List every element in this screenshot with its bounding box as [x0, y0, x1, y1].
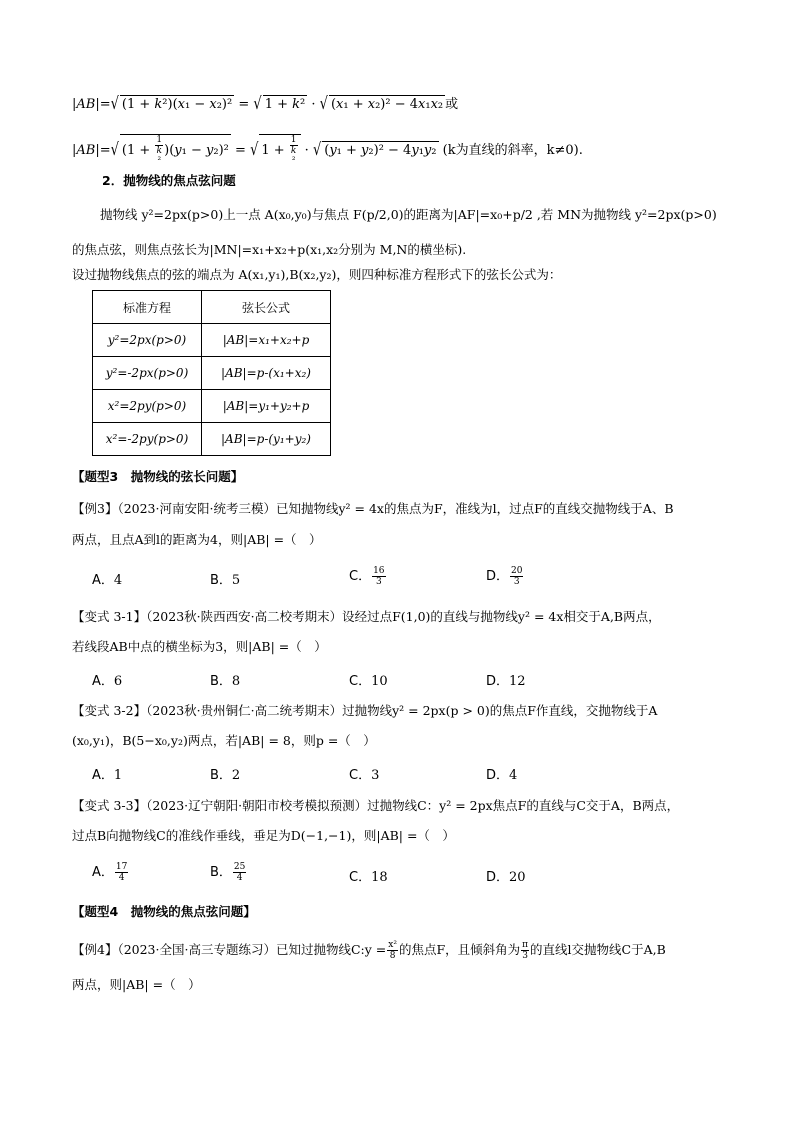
- variant-3-1-option-c[interactable]: C．10: [349, 674, 388, 689]
- table-header-chord: 弦长公式: [202, 291, 331, 324]
- table-cell-chord: |AB|=x₁+x₂+p: [202, 324, 331, 357]
- variant-3-2-option-b[interactable]: B．2: [210, 768, 241, 783]
- variant-3-1-line-1: 【变式 3-1】（2023秋·陕西西安·高二校考期末）设经过点F(1,0)的直线与抛物线y² = 4x相交于A,B两点，: [72, 609, 661, 624]
- table-cell-equation: x²=-2py(p>0): [93, 423, 202, 456]
- variant-3-1-option-b[interactable]: B．8: [210, 674, 241, 689]
- variant-3-3-option-c[interactable]: C．18: [349, 870, 388, 885]
- table-cell-chord: |AB|=p-(y₁+y₂): [202, 423, 331, 456]
- variant-3-3-line-2: 过点B向抛物线C的准线作垂线，垂足为D(−1,−1)，则|AB| =（ ）: [72, 828, 455, 843]
- section-2-paragraph-1: 抛物线 y²=2px(p>0)上一点 A(x₀,y₀)与焦点 F(p/2,0)的距离为|AF|=x₀+p/2 ,若 MN为抛物线 y²=2px(p>0): [100, 207, 717, 222]
- example-3-option-c[interactable]: C． $\frac{16}{3}$: [349, 566, 385, 587]
- example-3-option-d[interactable]: D． $\frac{20}{3}$: [486, 566, 523, 587]
- table-cell-equation: y²=-2px(p>0): [93, 357, 202, 390]
- type-3-heading: 【题型3 抛物线的弦长问题】: [72, 469, 244, 484]
- table-cell-equation: x²=2py(p>0): [93, 390, 202, 423]
- chord-length-table: [92, 290, 331, 456]
- variant-3-3-line-1: 【变式 3-3】（2023·辽宁朝阳·朝阳市校考模拟预测）过抛物线C：y² = 2px焦点F的直线与C交于A，B两点，: [72, 798, 680, 813]
- example-3-line-1: 【例3】（2023·河南安阳·统考三模）已知抛物线y² = 4x的焦点为F，准线为l，过点F的直线交抛物线于A、B: [72, 501, 674, 516]
- table-row: [93, 357, 331, 390]
- example-3-option-b[interactable]: B．5: [210, 573, 241, 588]
- variant-3-3-option-a[interactable]: A． $\frac{17}{4}$: [92, 862, 128, 883]
- section-2-paragraph-2: 的焦点弦，则焦点弦长为|MN|=x₁+x₂+p(x₁,x₂分别为 M,N的横坐标).: [72, 242, 467, 257]
- variant-3-1-option-a[interactable]: A．6: [92, 674, 123, 689]
- section-2-title: 2．抛物线的焦点弦问题: [102, 173, 236, 188]
- section-2-paragraph-3: 设过抛物线焦点的弦的端点为 A(x₁,y₁),B(x₂,y₂)，则四种标准方程形式下的弦长公式为：: [72, 267, 562, 282]
- variant-3-2-option-c[interactable]: C．3: [349, 768, 380, 783]
- table-row: [93, 423, 331, 456]
- chord-formula-line-2: |AB|=√ (1 + 1 k ² )(y₁ − y₂)² = √ 1 + 1 k ² · √ (y₁ + y₂)² − 4y₁y₂ (k为直线的斜率，k≠0).: [72, 135, 583, 166]
- table-row: [93, 324, 331, 357]
- variant-3-2-line-1: 【变式 3-2】（2023秋·贵州铜仁·高二统考期末）过抛物线y² = 2px(p > 0)的焦点F作直线，交抛物线于A: [72, 703, 658, 718]
- table-cell-equation: y²=2px(p>0): [93, 324, 202, 357]
- variant-3-2-option-a[interactable]: A．1: [92, 768, 123, 783]
- formula-or: 或: [445, 97, 459, 112]
- example-3-line-2: 两点，且点A到l的距离为4，则|AB| =（ ）: [72, 532, 322, 547]
- table-header-row: [93, 291, 331, 324]
- table-row: [93, 390, 331, 423]
- variant-3-1-line-2: 若线段AB中点的横坐标为3，则|AB| =（ ）: [72, 639, 327, 654]
- example-3-option-a[interactable]: A．4: [92, 573, 123, 588]
- type-4-heading: 【题型4 抛物线的焦点弦问题】: [72, 904, 256, 919]
- variant-3-3-option-b[interactable]: B． $\frac{25}{4}$: [210, 862, 246, 883]
- chord-formula-line-1: |AB|=√ (1 + k²)(x₁ − x₂)² = √ 1 + k² · √ (x₁ + x₂)² − 4x₁x₂ 或: [72, 94, 459, 115]
- formula-slope-note: (k为直线的斜率，k≠0).: [442, 143, 583, 158]
- example-4-line-2: 两点，则|AB| =（ ）: [72, 977, 201, 992]
- variant-3-3-option-d[interactable]: D．20: [486, 870, 526, 885]
- table-header-equation: 标准方程: [93, 291, 202, 324]
- variant-3-1-option-d[interactable]: D．12: [486, 674, 526, 689]
- table-cell-chord: |AB|=p-(x₁+x₂): [202, 357, 331, 390]
- variant-3-2-line-2: (x₀,y₁)，B(5−x₀,y₂)两点，若|AB| = 8，则p =（ ）: [72, 733, 376, 748]
- variant-3-2-option-d[interactable]: D．4: [486, 768, 518, 783]
- example-4-line-1: 【例4】（2023·全国·高三专题练习）已知过抛物线C:y = $\frac{\text{x²}}{8}$ 的焦点F，且倾斜角为 $\frac{\pi}{3}$ 的直线l交抛物线C于A,B: [72, 940, 666, 961]
- table-cell-chord: |AB|=y₁+y₂+p: [202, 390, 331, 423]
